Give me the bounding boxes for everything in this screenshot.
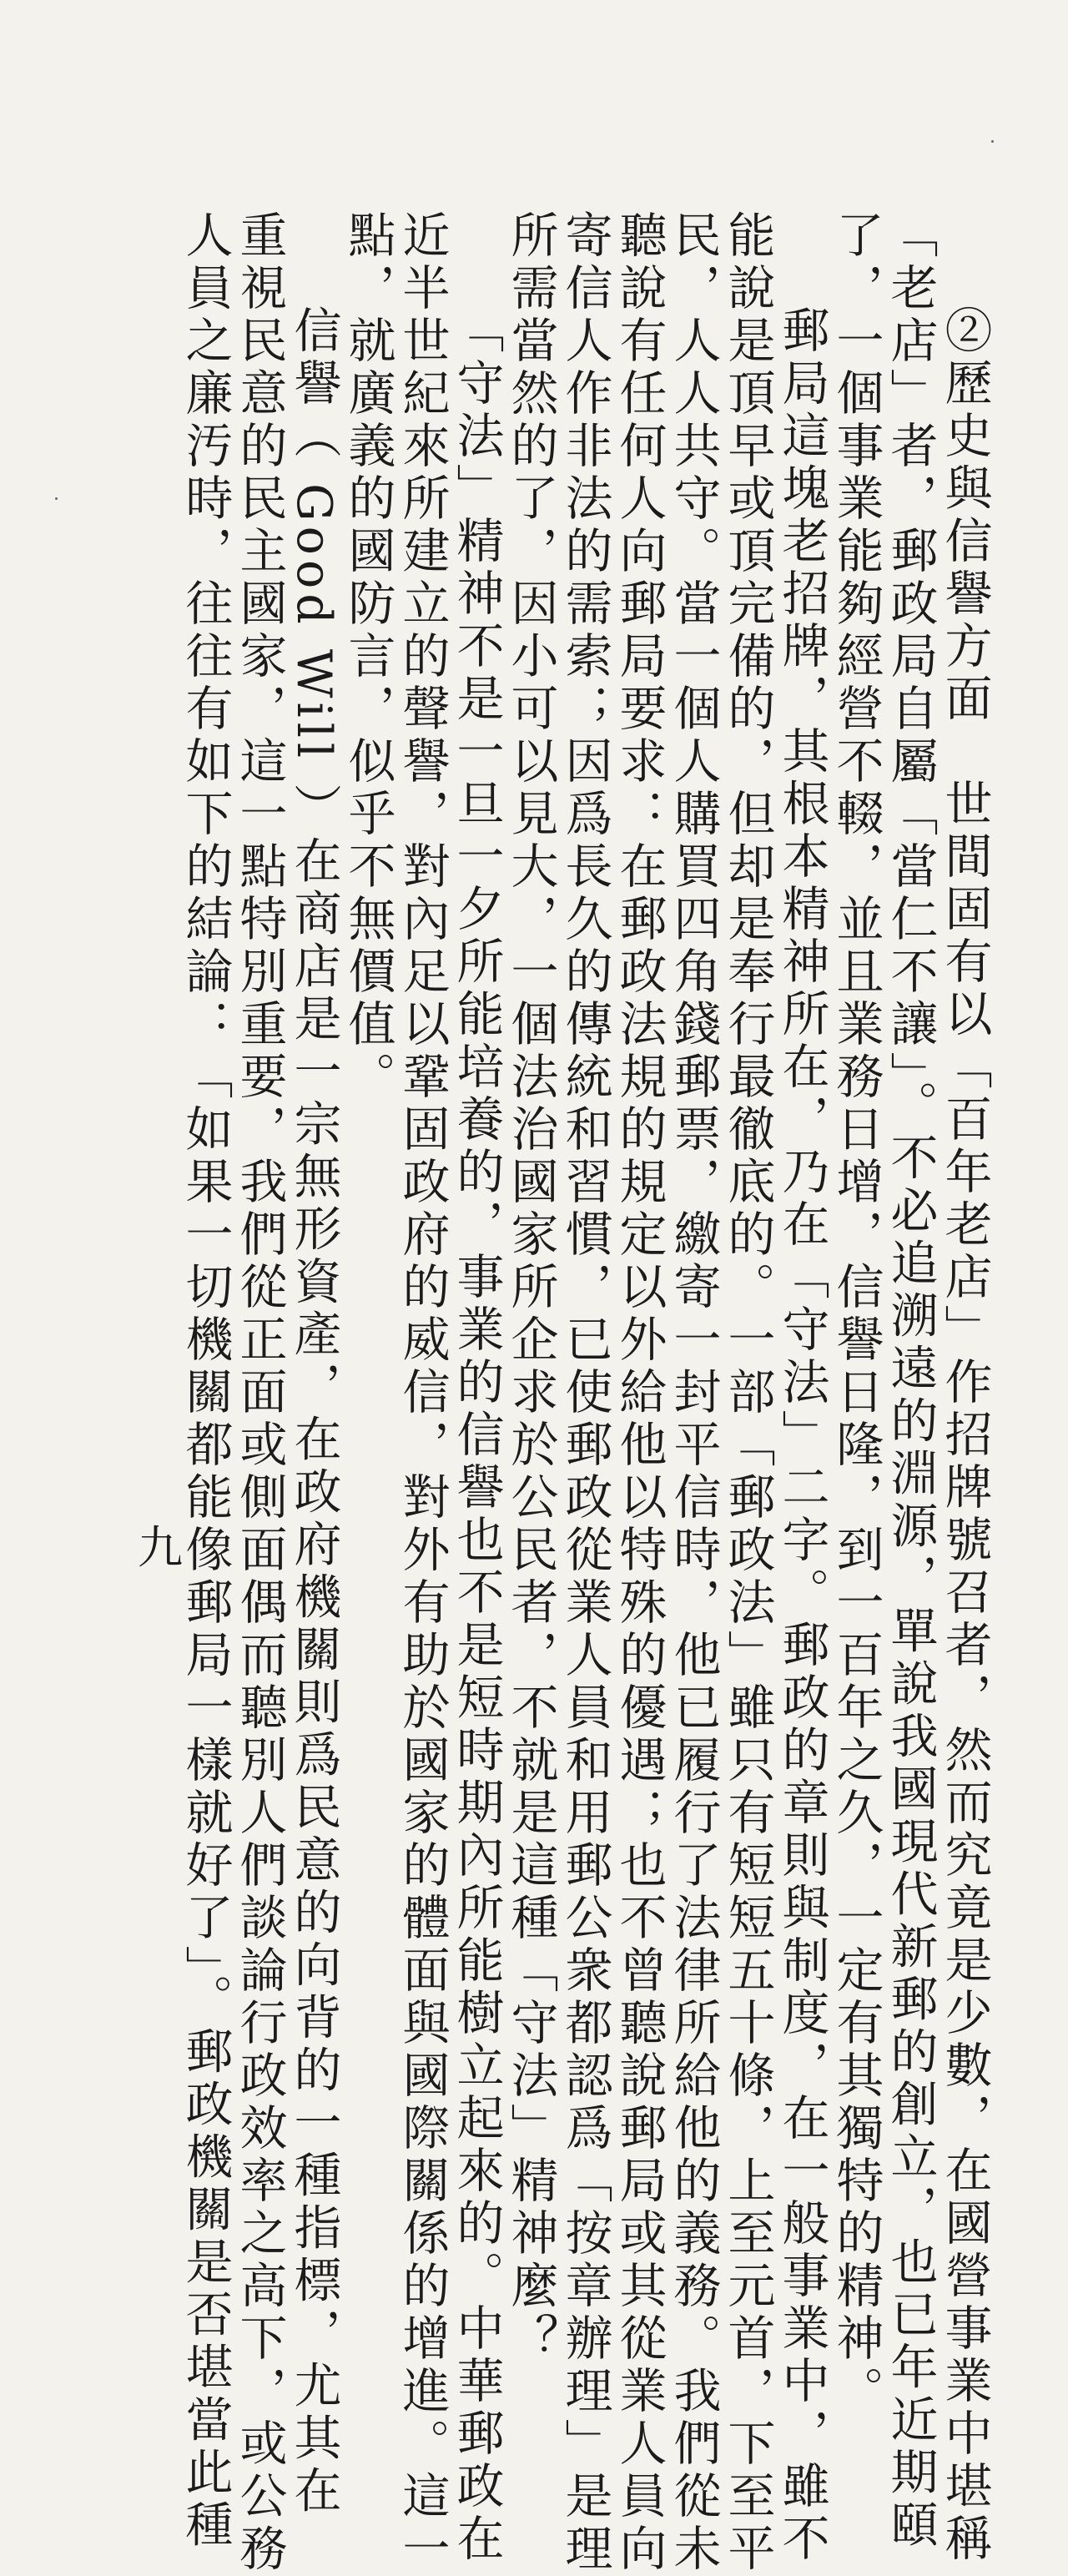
text-column: 近半世紀來所建立的聲譽，對內足以鞏固政府的威信，對外有助於國家的體面與國際關係的增進。這一 [395,210,450,2576]
page-number: 九 [138,1521,183,1574]
text-column: 重視民意的民主國家，這一點特別重要，我們從正面或側面偶而聽別人們談論行政效率之高下，或公務 [232,210,287,2576]
text-column: 所需當然的了，因小可以見大，一個法治國家所企求於公民者，不就是這種「守法」精神麼？ [503,210,558,2366]
text-column: 點，就廣義的國防言，似乎不無價值。 [340,210,395,1104]
text-column: 了，一個事業能夠經營不輟，並且業務日增，信譽日隆，到一百年之久，一定有其獨特的精神。 [829,210,884,2418]
text-column: 「老店」者，郵政局自屬「當仁不讓」。不必追溯遠的淵源，單說我國現代新郵的創立，也已年近期頤 [883,210,938,2553]
text-column: 能說是頂早或頂完備的，但却是奉行最徹底的。一部「郵政法」雖只有短短五十條，上至元首，下至平 [720,210,775,2576]
text-column: 寄信人作非法的需索；因爲長久的傳統和習慣，已使郵政從業人員和用郵公衆都認爲「按章辦理」是理 [557,210,612,2576]
text-column: 聽說有任何人向郵局要求：在郵政法規的規定以外給他以特殊的優遇；也不曾聽說郵局或其從業人員向 [612,210,667,2576]
text-column: 「守法」精神不是一旦一夕所能培養的，事業的信譽也不是短時期內所能樹立起來的。中華郵政在 [449,305,504,2566]
text-column: ②歷史與信譽方面 世間固有以「百年老店」作招牌號召者，然而究竟是少數，在國營事業中堪稱 [937,305,992,2566]
paper-speck [55,497,58,500]
vertical-text-body [178,210,992,2576]
text-column: 民，人人共守。當一個人購買四角錢郵票，繳寄一封平信時，他已履行了法律所給他的義務。我們從未 [666,210,721,2576]
text-column: 信譽（ Good Will ）在商店是一宗無形資產，在政府機關則爲民意的向背的一種指標，尤其在 [286,305,341,2518]
paper-speck [991,140,994,143]
text-column: 郵局這塊老招牌，其根本精神所在，乃在「守法」二字。郵政的章則與制度，在一般事業中，雖不 [774,305,829,2566]
text-column: 人員之廉汚時，往往有如下的結論：「如果一切機關都能像郵局一樣就好了」。郵政機關是否堪當此種 [178,210,233,2553]
